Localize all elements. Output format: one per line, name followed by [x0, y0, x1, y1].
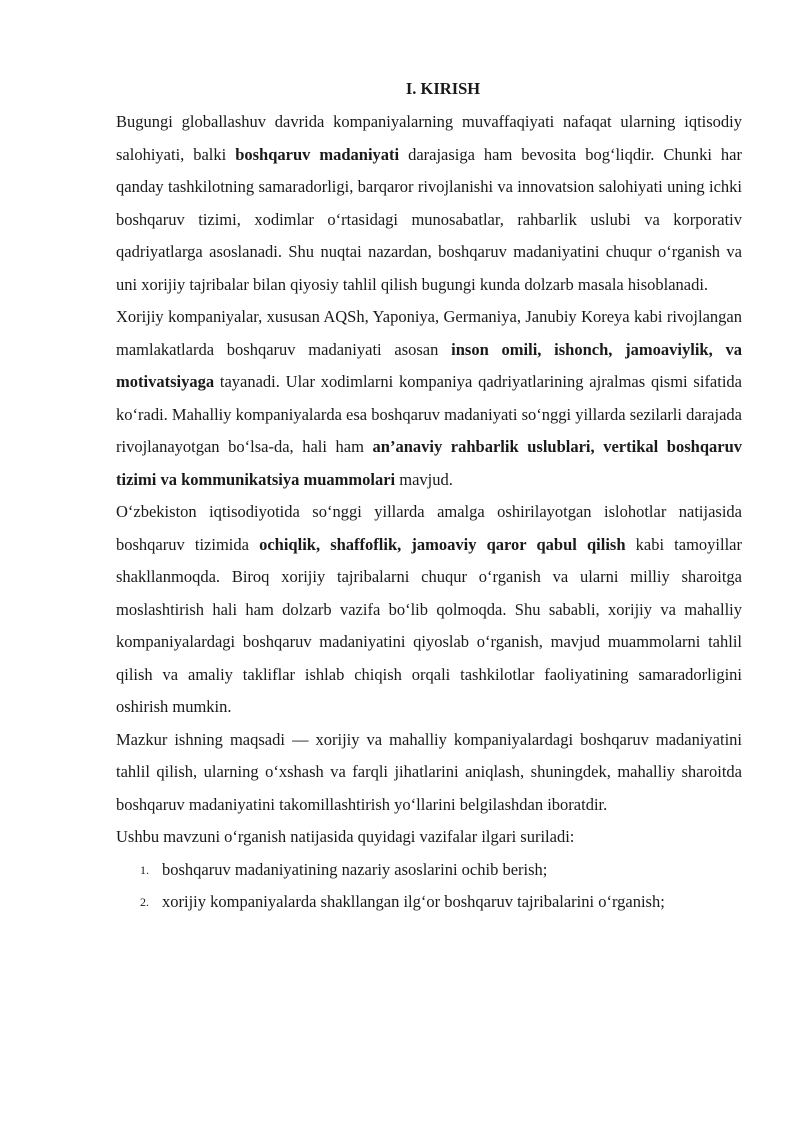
section-heading: I. KIRISH: [405, 79, 481, 98]
paragraph-text: kabi tamoyillar shakllanmoqda. Biroq xorijiy tajribalarni chuqur o‘rganish va ularni milliy sharoitga moslashtirish hali ham dolzarb vazifa bo‘lib qolmoqda. Shu sababli, xorijiy va mahalliy kompaniyalardagi boshqaruv madaniyatini qiyoslab o‘rganish, mavjud muammolarni tahlil qilish va amaliy takliflar ishlab chiqish orqali tashkilotlar faoliyatining samaradorligini oshirish mumkin.: [116, 534, 742, 716]
paragraph-intro: [116, 106, 742, 301]
paragraph-text: mavjud.: [395, 469, 453, 489]
list-item-text: boshqaruv madaniyatining nazariy asoslarini ochib berish;: [162, 859, 548, 879]
paragraph-foreign-companies: [116, 301, 742, 496]
list-item: [140, 854, 742, 887]
list-item: [140, 886, 742, 919]
bold-phrase: an’anaviy rahbarlik uslublari, vertikal boshqaruv tizimi va kommunikatsiya muammolari: [116, 437, 742, 489]
bold-phrase: inson omili, ishonch, jamoaviylik, va motivatsiyaga: [116, 339, 742, 391]
paragraph-text: O‘zbekiston iqtisodiyotida so‘nggi yillarda amalga oshirilayotgan islohotlar natijasida boshqaruv tizimida: [116, 502, 742, 554]
paragraph-goal: Mazkur ishning maqsadi — xorijiy va mahalliy kompaniyalardagi boshqaruv madaniyatini tahlil qilish, ularning o‘xshash va farqli jihatlarini aniqlash, shuningdek, mahalliy sharoitda boshqaruv madaniyatini takomillashtirish yo‘llarini belgilashdan iboratdir.: [116, 729, 742, 814]
paragraph-text: Bugungi globallashuv davrida kompaniyalarning muvaffaqiyati nafaqat ularning iqtisodiy salohiyati, balki: [116, 112, 742, 164]
paragraph-text: darajasiga ham bevosita bog‘liqdir. Chunki har qanday tashkilotning samaradorligi, barqaror rivojlanishi va innovatsion salohiyati uning ichki boshqaruv tizimi, xodimlar o‘rtasidagi munosabatlar, rahbarlik uslubi va korporativ qadriyatlarga asoslanadi. Shu nuqtai nazardan, boshqaruv madaniyatini chuqur o‘rganish va uni xorijiy tajribalar bilan qiyosiy tahlil qilish bugungi kunda dolzarb masala hisoblanadi.: [116, 144, 742, 294]
paragraph-tasks-intro: Ushbu mavzuni o‘rganish natijasida quyidagi vazifalar ilgari suriladi:: [116, 827, 575, 846]
paragraph-uzbekistan: [116, 496, 742, 724]
tasks-list: [116, 854, 742, 919]
bold-phrase: boshqaruv madaniyati: [235, 144, 400, 164]
paragraph-text: tayanadi. Ular xodimlarni kompaniya qadriyatlarining ajralmas qismi sifatida ko‘radi. Mahalliy kompaniyalarda esa boshqaruv madaniyati so‘nggi yillarda sezilarli darajada rivojlanayotgan bo‘lsa-da, hali ham: [116, 372, 742, 456]
paragraph-text: Xorijiy kompaniyalar, xususan AQSh, Yaponiya, Germaniya, Janubiy Koreya kabi rivojlangan mamlakatlarda boshqaruv madaniyati asosan: [116, 307, 742, 359]
list-item-text: xorijiy kompaniyalarda shakllangan ilg‘or boshqaruv tajribalarini o‘rganish;: [162, 892, 665, 911]
list-number: 1.: [140, 862, 149, 877]
list-number: 2.: [140, 895, 149, 909]
bold-phrase: ochiqlik, shaffoflik, jamoaviy qaror qabul qilish: [259, 534, 626, 554]
